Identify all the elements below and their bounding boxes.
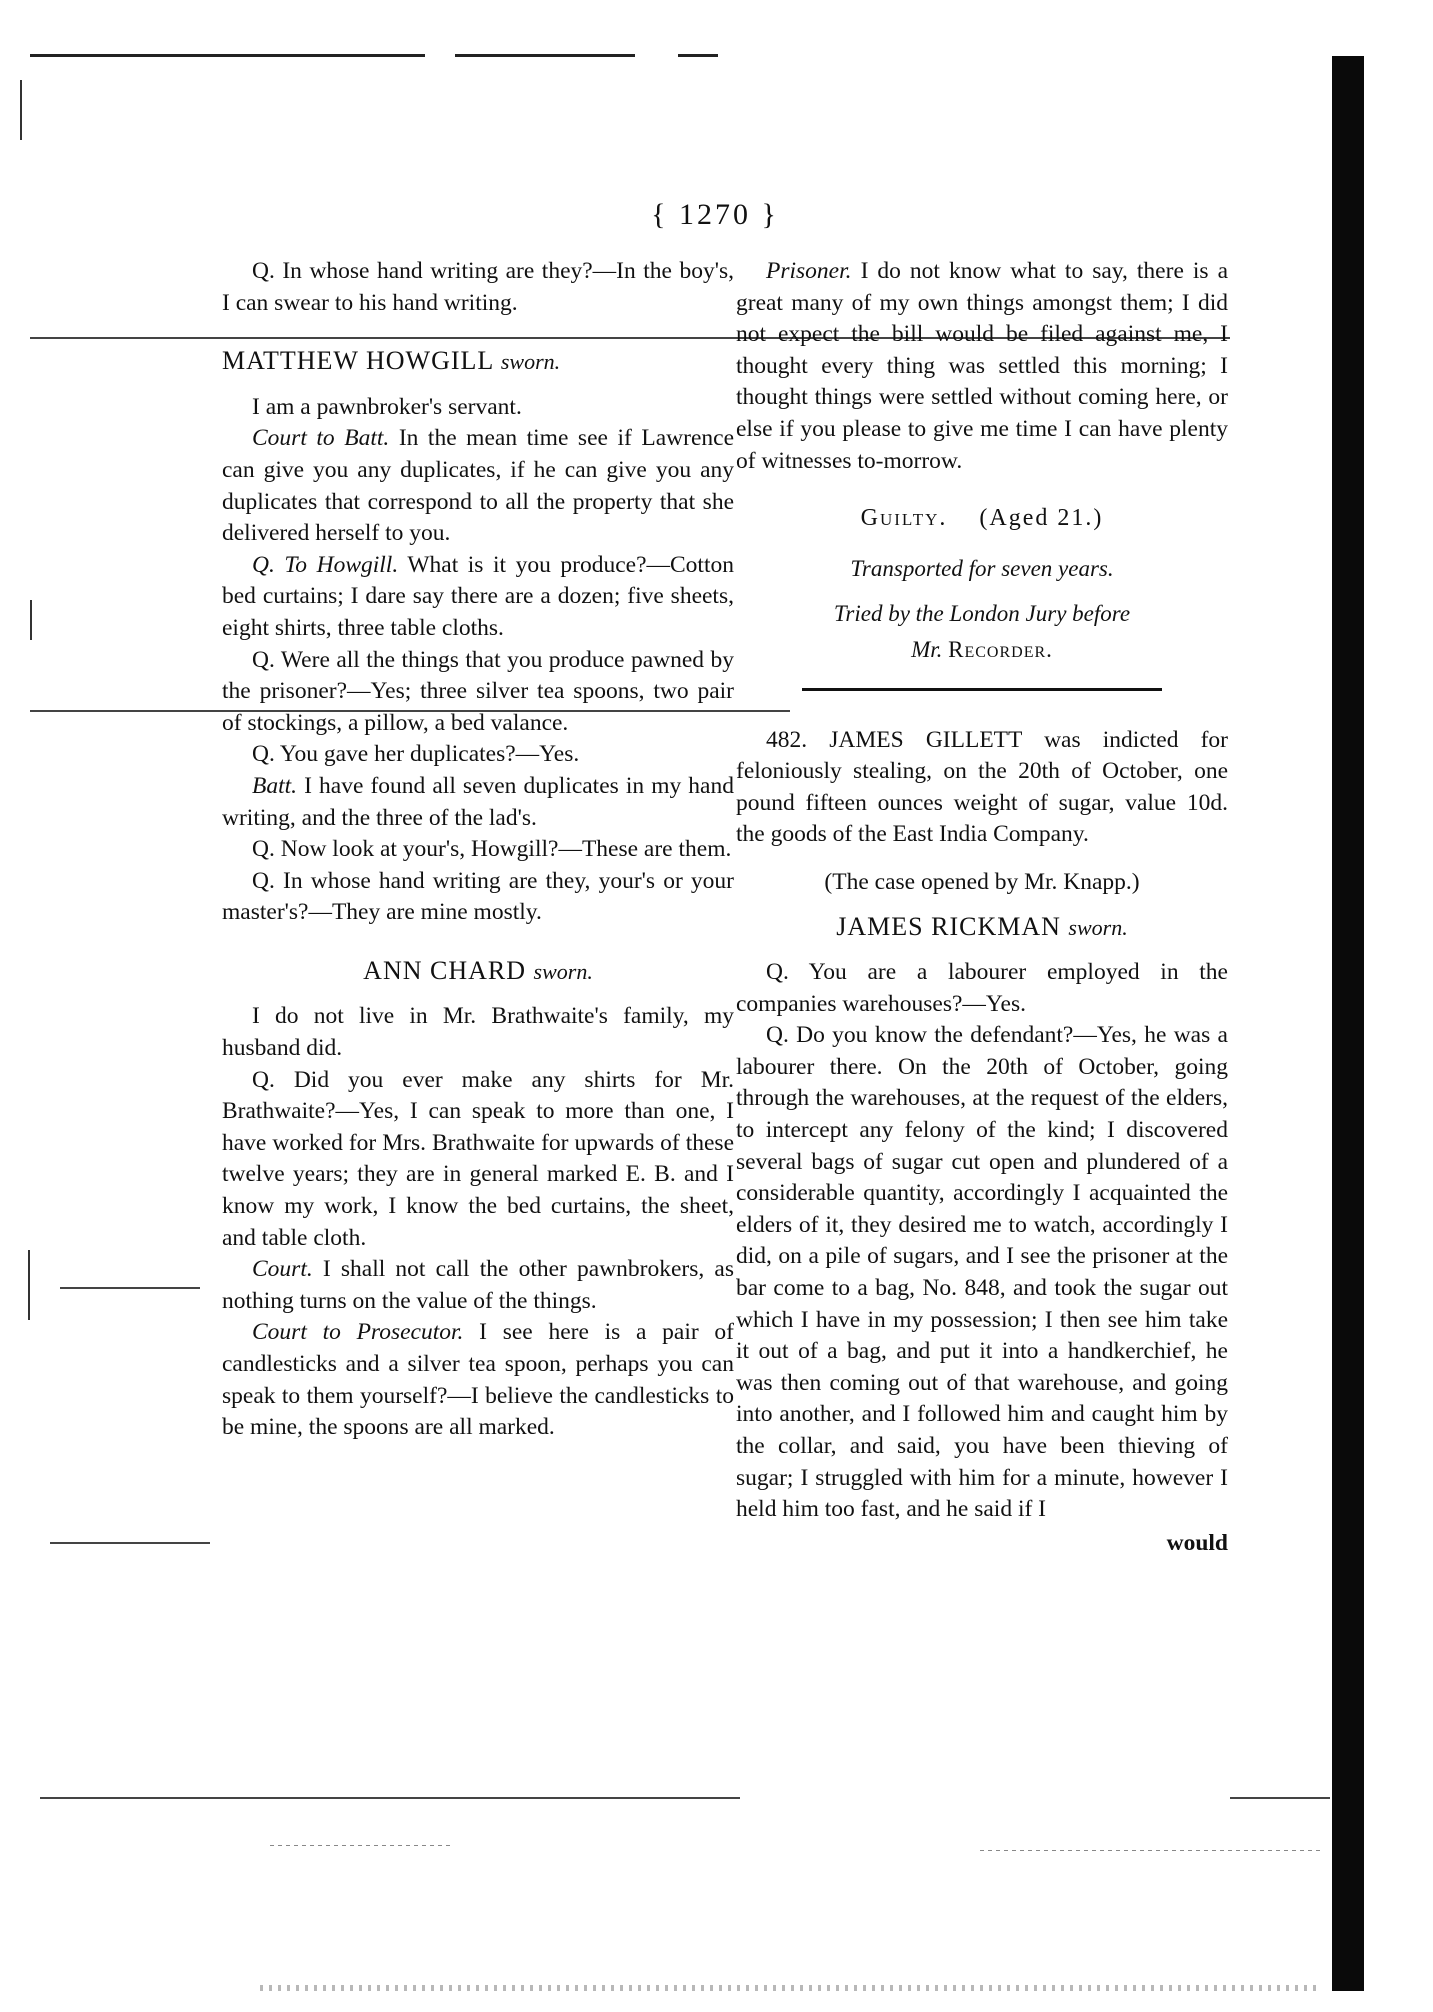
speaker-label: Q. To Howgill. (252, 551, 399, 578)
recorder-title: Mr. (911, 636, 943, 662)
speaker-label: Court to Batt. (252, 425, 390, 452)
speaker-label: Court to Prosecutor. (252, 1319, 464, 1346)
paragraph: Q. Did you ever make any shirts for Mr. Brathwaite?—Yes, I can speak to more than one, I have worked for Mrs. Brathwaite for upwards of these twelve years; they are in general marked E. B. and I know my work, I know the bed curtains, the sheet, and table cloth. (222, 1066, 734, 1251)
paragraph: Q. In whose hand writing are they, your's or your master's?—They are mine mostly. (222, 867, 734, 926)
paragraph-text: I shall not call the other pawnbrokers, as nothing turns on the value of the things. (222, 1256, 735, 1314)
top-scan-rule (30, 54, 425, 57)
scan-line (60, 1287, 200, 1289)
paragraph-text: In the mean time see if Lawrence can give you any duplicates, if he can give you any duplicates that correspond to all the property that she delivered herself to you. (222, 425, 734, 547)
scan-dash (980, 1850, 1320, 1851)
left-margin-mark (28, 1250, 30, 1320)
paragraph-text: I see here is a pair of candlesticks and a silver tea spoon, perhaps you can speak to them yourself?—I believe the candlesticks to be mine, the spoons are all marked. (222, 1319, 735, 1441)
scan-edge-bar (1332, 56, 1364, 1991)
paragraph-text: I do not know what to say, there is a great many of my own things amongst them; I did not expect the bill would be filed against me, I thought every thing was settled this morning; I thought things were settled without coming here, or else if you please to give me time I can have plenty of witnesses to-morrow. (736, 258, 1229, 474)
witness-name: MATTHEW HOWGILL (222, 346, 494, 376)
speaker-label: Batt. (252, 772, 298, 799)
paragraph (222, 550, 734, 645)
verdict: Guilty. (860, 505, 948, 532)
paragraph (222, 1254, 734, 1317)
paragraph: Q. Were all the things that you produce pawned by the prisoner?—Yes; three silver tea spoons, two pair of stockings, a pillow, a bed valance. (222, 646, 734, 736)
scan-line (40, 1797, 740, 1799)
paragraph (222, 1317, 734, 1443)
catchword: would (1166, 1529, 1228, 1556)
scan-noise (260, 1985, 1320, 1991)
sworn-label: sworn. (500, 349, 561, 375)
sworn-label: sworn. (533, 958, 593, 984)
paragraph: I am a pawnbroker's servant. (252, 393, 522, 420)
page-number: { 1270 } (651, 198, 779, 231)
witness-heading (222, 955, 734, 988)
witness-heading (736, 911, 1228, 944)
witness-heading (222, 345, 734, 378)
speaker-label: Court. (252, 1256, 313, 1283)
paragraph: Q. Do you know the defendant?—Yes, he was a labourer there. On the 20th of October, going through the warehouses, at the request of the elders, to intercept any felony of the kind; I discovered several bags of sugar cut open and plundered of a considerable quantity, accordingly I acquainted the elders of it, they desired me to watch, accordingly I did, on a pile of sugars, and I see the prisoner at the bar come to a bag, No. 848, and took the sugar out which I have in my possession; I then see him take it out of a bag, and put it into a handkerchief, he was then coming out of that warehouse, and going into another, and I followed him and caught him by the collar, and said, you have been thieving of sugar; I struggled with him for a minute, however I held him too fast, and he said if I (736, 1022, 1228, 1523)
tried-before: Tried by the London Jury before (833, 601, 1131, 627)
witness-name: ANN CHARD (363, 955, 527, 985)
paragraph (222, 423, 734, 549)
verdict-line (736, 503, 1228, 535)
speaker-label: Prisoner. (766, 258, 852, 284)
case-opened-note: (The case opened by Mr. Knapp.) (824, 868, 1140, 895)
left-column (222, 256, 734, 1444)
right-column (736, 256, 1228, 1559)
paragraph-text: I have found all seven duplicates in my hand writing, and the three of the lad's. (222, 772, 734, 831)
sentence: Transported for seven years. (850, 555, 1114, 581)
paragraph: Q. You gave her duplicates?—Yes. (252, 741, 580, 768)
sworn-label: sworn. (1068, 914, 1128, 940)
scan-dash (270, 1845, 450, 1846)
top-scan-rule (678, 54, 718, 57)
case-paragraph: 482. JAMES GILLETT was indicted for feloniously stealing, on the 20th of October, one pound fifteen ounces weight of sugar, value 10d. the goods of the East India Company. (736, 726, 1228, 848)
paragraph: Q. Now look at your's, Howgill?—These are them. (252, 836, 732, 863)
paragraph-text: What is it you produce?—Cotton bed curtains; I dare say there are a dozen; five sheets, eight shirts, three table cloths. (222, 551, 734, 641)
section-divider (802, 688, 1162, 691)
paragraph (736, 256, 1228, 477)
left-margin-mark (20, 80, 22, 140)
paragraph: I do not live in Mr. Brathwaite's family, my husband did. (222, 1003, 734, 1062)
witness-name: JAMES RICKMAN (836, 911, 1061, 941)
left-margin-mark (30, 600, 32, 640)
age: (Aged 21.) (979, 505, 1104, 532)
top-scan-rule (455, 54, 635, 57)
paragraph: Q. You are a labourer employed in the companies warehouses?—Yes. (736, 959, 1228, 1017)
paragraph (222, 771, 734, 834)
recorder-line (736, 634, 1228, 666)
paragraph: Q. In whose hand writing are they?—In the boy's, I can swear to his hand writing. (222, 258, 734, 316)
scan-line (50, 1542, 210, 1544)
recorder-name: Recorder. (948, 636, 1053, 662)
scan-line (1230, 1797, 1330, 1799)
